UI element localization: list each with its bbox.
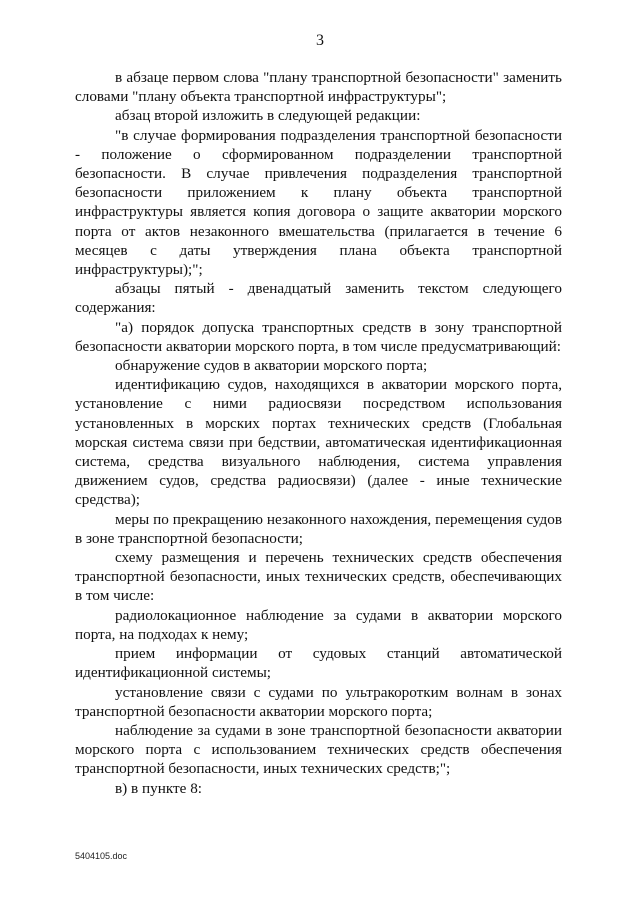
paragraph: "а) порядок допуска транспортных средств в зону транспортной безопасности акватории морского порта, в том числе предусматривающий: [75, 318, 562, 355]
paragraph: обнаружение судов в акватории морского порта; [115, 357, 428, 375]
paragraph: в абзаце первом слова "плану транспортной безопасности" заменить словами "плану объекта транспортной инфраструктуры"; [75, 69, 562, 106]
paragraph: наблюдение за судами в зоне транспортной безопасности акватории морского порта с использованием технических средств обеспечения транспортной безопасности, иных технических средств;"; [75, 721, 562, 778]
document-body [75, 68, 562, 798]
paragraph: схему размещения и перечень технических средств обеспечения транспортной безопасности, иных технических средств, обеспечивающих в том числе: [75, 549, 562, 605]
paragraph: прием информации от судовых станций автоматической идентификационной системы; [75, 645, 562, 682]
paragraph: меры по прекращению незаконного нахождения, перемещения судов в зоне транспортной безопасности; [75, 510, 562, 547]
paragraph: идентификацию судов, находящихся в акватории морского порта, установление с ними радиосвязи посредством использования установленных в морских портах технических средств (Глобальная морская система связи при бедствии, автоматическая идентификационная система, средства визуального наблюдения, система управления движением судов, средства радиосвязи) (далее - иные технические средства); [75, 376, 562, 509]
paragraph: радиолокационное наблюдение за судами в акватории морского порта, на подходах к нему; [75, 606, 562, 643]
paragraph: "в случае формирования подразделения транспортной безопасности - положение о сформированном подразделении транспортной безопасности. В случае привлечения подразделения транспортной безопасности приложением к плану объекта транспортной инфраструктуры является копия договора о защите акватории морского порта от актов незаконного вмешательства (прилагается в течение 6 месяцев с даты утверждения плана объекта транспортной инфраструктуры);"; [75, 126, 562, 279]
page-number: 3 [316, 32, 324, 49]
paragraph: абзацы пятый - двенадцатый заменить текстом следующего содержания: [75, 280, 562, 317]
footer-filename: 5404105.doc [75, 851, 128, 861]
paragraph: в) в пункте 8: [115, 779, 203, 797]
paragraph: абзац второй изложить в следующей редакции: [115, 107, 421, 125]
paragraph: установление связи с судами по ультракоротким волнам в зонах транспортной безопасности акватории морского порта; [75, 683, 562, 720]
